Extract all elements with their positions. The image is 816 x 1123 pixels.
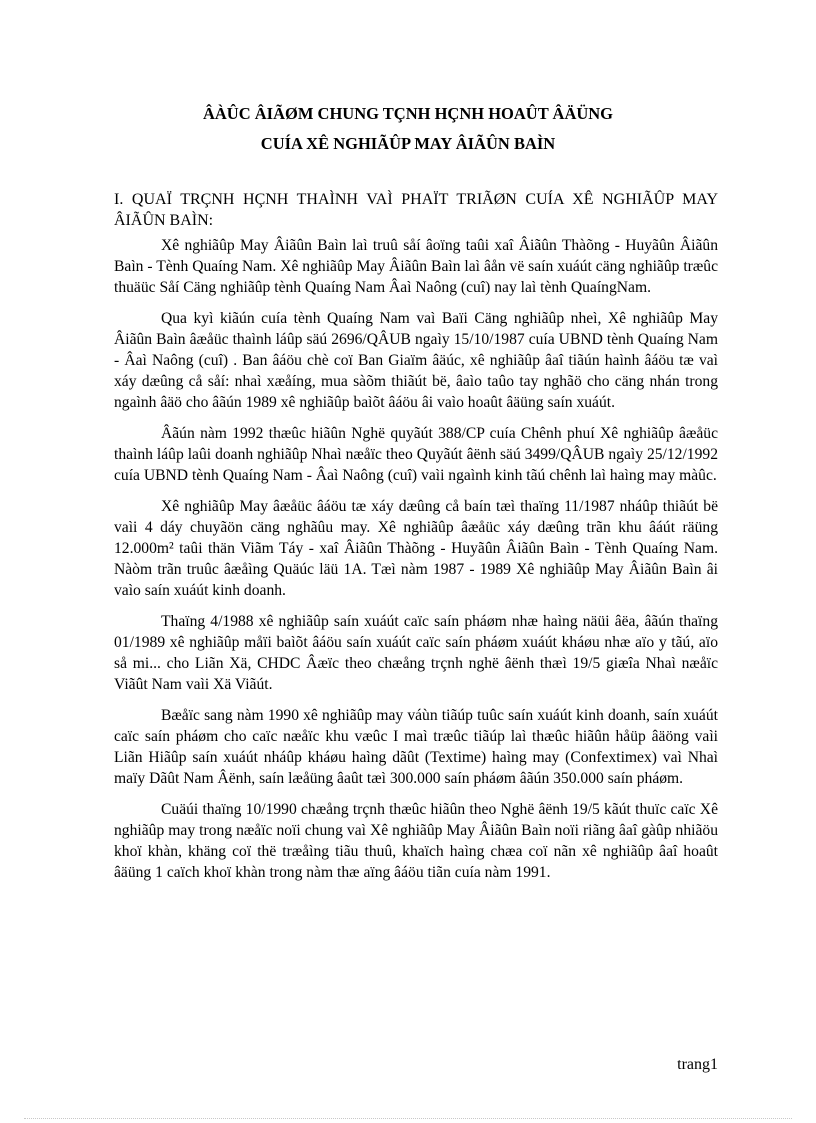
paragraph: Cuäúi thaïng 10/1990 chæång trçnh thæûc hiãûn theo Nghë âënh 19/5 kãút thuïc caïc Xê nghiãûp may trong næåïc noïi chung vaì Xê nghiãûp May Âiãûn Baìn noïi riãng âaî gàûp nhiãöu khoï khàn, khäng coï thë træåìng tiãu thuû, khaïch haìng chæa coï nãn xê nghiãûp âaî hoaût âäüng 1 caïch khoï khàn trong nàm thæ aïng âáöu tiãn cuía nàm 1991. (114, 801, 718, 881)
paragraph: Âãún nàm 1992 thæûc hiãûn Nghë quyãút 388/CP cuía Chênh phuí Xê nghiãûp âæåüc thaình láûp laûi doanh nghiãûp Nhaì næåïc theo Quyãút âënh säú 3499/QÂUB ngaìy 25/12/1992 cuía UBND tènh Quaíng Nam - Âaì Naông (cuî) vaìi ngaình kinh tãú chênh laì haìng may màûc. (114, 425, 718, 484)
document-title-line-2: CUÍA XÊ NGHIÃÛP MAY ÂIÃÛN BAÌN (260, 134, 556, 153)
page-number: trang1 (677, 1056, 718, 1073)
paragraph: Qua kyì kiãún cuía tènh Quaíng Nam vaì Baïi Cäng nghiãûp nheì, Xê nghiãûp May Âiãûn Baìn âæåüc thaình láûp säú 2696/QÂUB ngaìy 15/10/1987 cuía UBND tènh Quaíng Nam - Âaì Naông (cuî) . Ban âáöu chè coï Ban Giaïm âäúc, xê nghiãûp âaî tiãún haình âáöu tæ vaì xáy dæûng cå såí: nhaì xæåíng, mua sàõm thiãút bë, âaìo taûo tay nghãö cho cäng nhán trong ngaình âäö cho âãún 1989 xê nghiãûp baìõt âáöu âi vaìo hoaût âäüng saín xuáút. (114, 310, 718, 411)
page-bottom-border (24, 1118, 792, 1119)
document-body (114, 235, 718, 893)
paragraph: Xê nghiãûp May Âiãûn Baìn laì truû såí âoïng taûi xaî Âiãûn Thàõng - Huyãûn Âiãûn Baìn - Tènh Quaíng Nam. Xê nghiãûp May Âiãûn Baìn laì âån vë saín xuáút cäng nghiãûp træûc thuäüc Såí Cäng nghiãûp tènh Quaíng Nam Âaì Naông (cuî) nay laì tènh QuaíngNam. (114, 237, 718, 296)
document-title-line-1: ÂÀÛC ÂIÃØM CHUNG TÇNH HÇNH HOAÛT ÂÄÜNG (202, 104, 614, 123)
paragraph: Xê nghiãûp May âæåüc âáöu tæ xáy dæûng cå baín tæì thaïng 11/1987 nháûp thiãút bë vaìi 4 dáy chuyãön cäng nghãûu may. Xê nghiãûp âæåüc xáy dæûng trãn khu âáút räüng 12.000m² taûi thän Viãm Táy - xaî Âiãûn Thàõng - Huyãûn Âiãûn Baìn - Tènh Quaíng Nam. Nàòm trãn truûc âæåìng Quäúc läü 1A. Tæì nàm 1987 - 1989 Xê nghiãûp May Âiãûn Baìn âi vaìo saín xuáút kinh doanh. (114, 498, 718, 599)
paragraph: Thaïng 4/1988 xê nghiãûp saín xuáút caïc saín pháøm nhæ haìng näüi âëa, âãún thaïng 01/1989 xê nghiãûp måïi baìõt âáöu saín xuáút caïc saín pháøm xuáút kháøu nhæ aïo y tãú, aïo så mi... cho Liãn Xä, CHDC Âæïc theo chæång trçnh nghë âënh thæì 19/5 giæîa Nhaì næåïc Viãût Nam vaìi Xä Viãút. (114, 613, 718, 693)
paragraph: Bæåïc sang nàm 1990 xê nghiãûp may váùn tiãúp tuûc saín xuáút kinh doanh, saín xuáút caïc saín pháøm cho caïc næåïc khu væûc I maì træûc tiãúp laì thæûc hiãûn håüp âäöng vaìi Liãn Hiãûp saín xuáút nháûp kháøu haìng dãût (Textime) haìng may (Confextimex) vaì Nhaì maïy Dãût Nam Âënh, saín læåüng âaût tæì 300.000 saín pháøm âãún 350.000 saín pháøm. (114, 707, 718, 787)
section-heading: I. QUAÏ TRÇNH HÇNH THAÌNH VAÌ PHAÏT TRIÃØN CUÍA XÊ NGHIÃÛP MAY ÂIÃÛN BAÌN: (114, 191, 718, 229)
